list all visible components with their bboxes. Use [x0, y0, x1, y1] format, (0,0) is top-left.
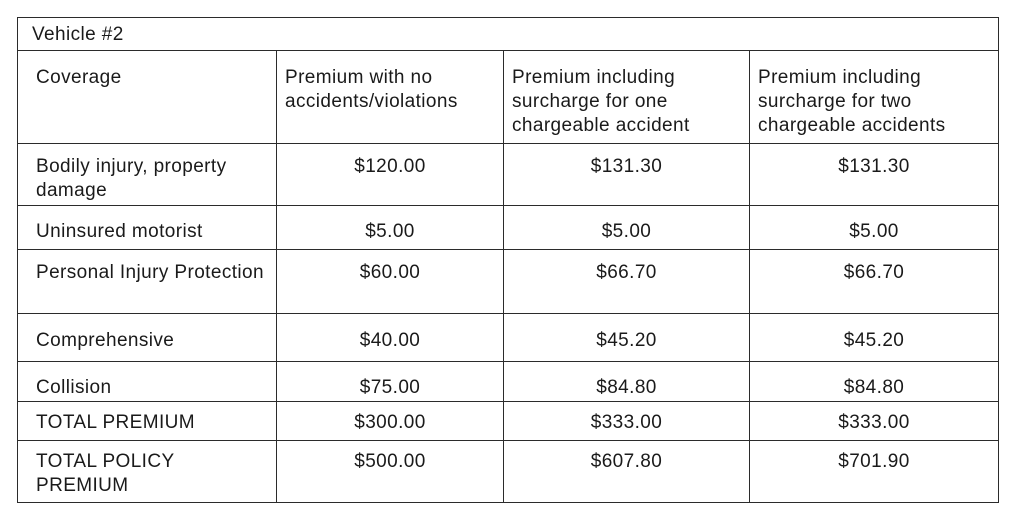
no-accidents-cell: $75.00: [277, 362, 504, 402]
one-accident-cell: $131.30: [504, 144, 750, 206]
one-accident-cell: $5.00: [504, 206, 750, 250]
header-two-accidents: Premium including surcharge for two chargeable accidents: [750, 51, 999, 144]
coverage-cell: Collision: [18, 362, 277, 402]
no-accidents-cell: $60.00: [277, 250, 504, 314]
two-accidents-cell: $333.00: [750, 402, 999, 441]
one-accident-cell: $333.00: [504, 402, 750, 441]
coverage-cell: Uninsured motorist: [18, 206, 277, 250]
table-row: [18, 362, 999, 402]
premium-table: [17, 17, 999, 503]
coverage-cell: Bodily injury, property damage: [18, 144, 277, 206]
two-accidents-cell: $701.90: [750, 441, 999, 503]
two-accidents-cell: $66.70: [750, 250, 999, 314]
table-row: [18, 250, 999, 314]
premium-table-container: [17, 17, 998, 503]
two-accidents-cell: $5.00: [750, 206, 999, 250]
coverage-cell: TOTAL PREMIUM: [18, 402, 277, 441]
no-accidents-cell: $5.00: [277, 206, 504, 250]
table-title-row: [18, 18, 999, 51]
header-no-accidents: Premium with no accidents/violations: [277, 51, 504, 144]
no-accidents-cell: $120.00: [277, 144, 504, 206]
table-row: [18, 206, 999, 250]
table-row: [18, 402, 999, 441]
one-accident-cell: $45.20: [504, 314, 750, 362]
no-accidents-cell: $40.00: [277, 314, 504, 362]
one-accident-cell: $66.70: [504, 250, 750, 314]
no-accidents-cell: $300.00: [277, 402, 504, 441]
two-accidents-cell: $84.80: [750, 362, 999, 402]
no-accidents-cell: $500.00: [277, 441, 504, 503]
one-accident-cell: $84.80: [504, 362, 750, 402]
two-accidents-cell: $131.30: [750, 144, 999, 206]
table-title: Vehicle #2: [18, 18, 999, 51]
table-row: [18, 441, 999, 503]
header-coverage: Coverage: [18, 51, 277, 144]
table-row: [18, 144, 999, 206]
table-header-row: [18, 51, 999, 144]
two-accidents-cell: $45.20: [750, 314, 999, 362]
coverage-cell: Comprehensive: [18, 314, 277, 362]
coverage-cell: TOTAL POLICY PREMIUM: [18, 441, 277, 503]
coverage-cell: Personal Injury Protection: [18, 250, 277, 314]
header-one-accident: Premium including surcharge for one chargeable accident: [504, 51, 750, 144]
table-row: [18, 314, 999, 362]
one-accident-cell: $607.80: [504, 441, 750, 503]
